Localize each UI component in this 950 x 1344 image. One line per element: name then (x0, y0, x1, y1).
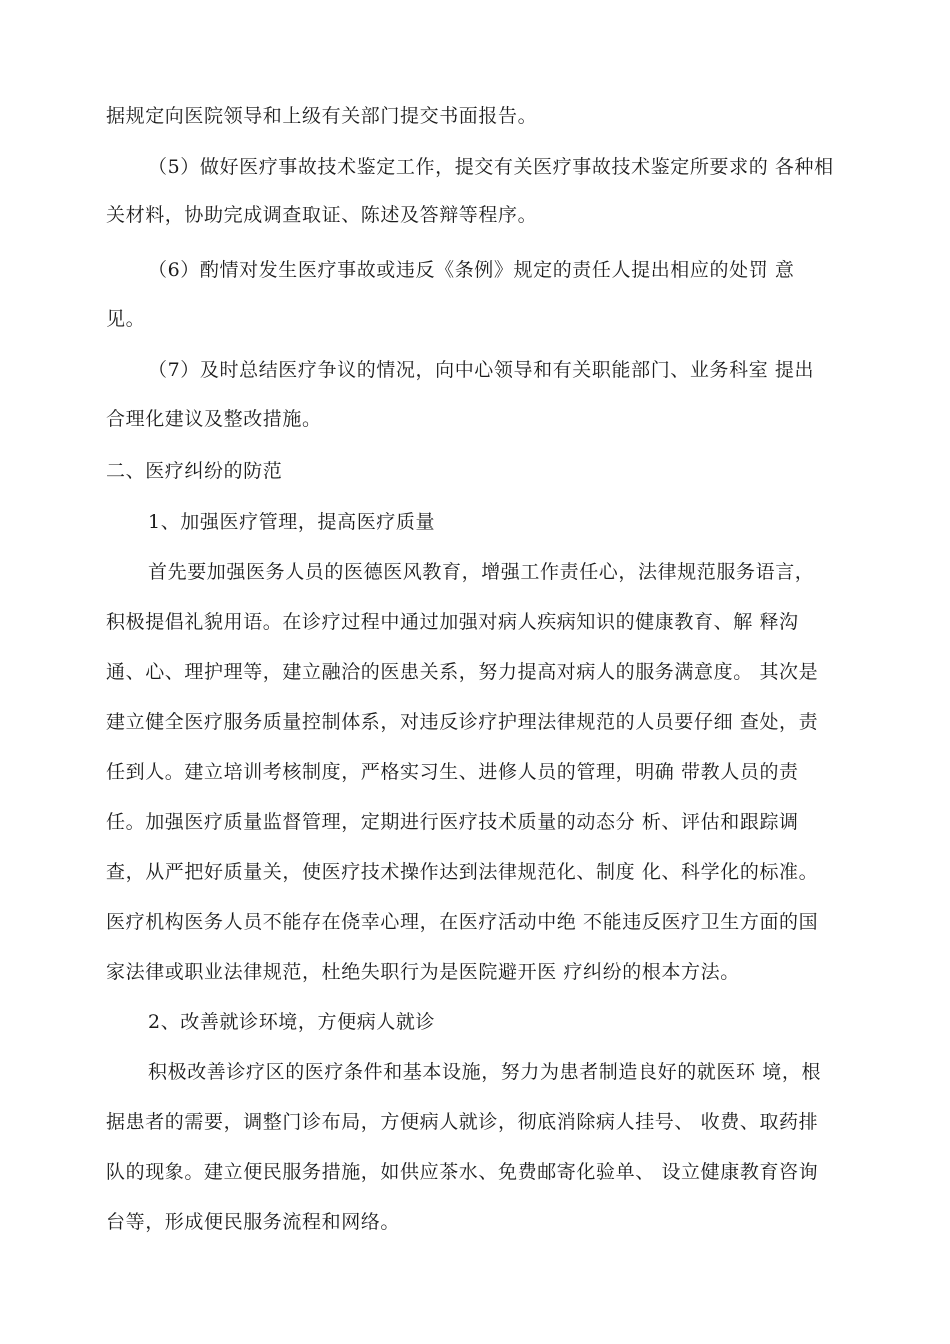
paragraph-line: 积极改善诊疗区的医疗条件和基本设施，努力为患者制造良好的就医环 境，根 (148, 1061, 822, 1083)
paragraph-line: 台等，形成便民服务流程和网络。 (106, 1211, 401, 1233)
paragraph-line: 据规定向医院领导和上级有关部门提交书面报告。 (106, 105, 538, 127)
paragraph-line: 关材料，协助完成调查取证、陈述及答辩等程序。 (106, 204, 538, 226)
paragraph-line: 任到人。建立培训考核制度，严格实习生、进修人员的管理，明确 带教人员的责 (106, 761, 799, 783)
section-heading: 二、医疗纠纷的防范 (106, 460, 283, 482)
paragraph-line: 据患者的需要，调整门诊布局，方便病人就诊，彻底消除病人挂号、 收费、取药排 (106, 1111, 819, 1133)
paragraph-line: 通、心、理护理等，建立融洽的医患关系，努力提高对病人的服务满意度。 其次是 (106, 661, 819, 683)
paragraph-line: 查，从严把好质量关，使医疗技术操作达到法律规范化、制度 化、科学化的标准。 (106, 861, 819, 883)
paragraph-line: （5）做好医疗事故技术鉴定工作，提交有关医疗事故技术鉴定所要求的 各种相 (148, 156, 834, 178)
paragraph-line: 队的现象。建立便民服务措施，如供应茶水、免费邮寄化验单、 设立健康教育咨询 (106, 1161, 819, 1183)
paragraph-line: 积极提倡礼貌用语。在诊疗过程中通过加强对病人疾病知识的健康教育、解 释沟 (106, 611, 799, 633)
paragraph-line: 见。 (106, 308, 146, 330)
paragraph-line: 任。加强医疗质量监督管理，定期进行医疗技术质量的动态分 析、评估和跟踪调 (106, 811, 799, 833)
paragraph-line: （7）及时总结医疗争议的情况，向中心领导和有关职能部门、业务科室 提出 (148, 359, 815, 381)
paragraph-line: 医疗机构医务人员不能存在侥幸心理，在医疗活动中绝 不能违反医疗卫生方面的国 (106, 911, 819, 933)
paragraph-line: 合理化建议及整改措施。 (106, 408, 322, 430)
subsection-heading: 2、改善就诊环境，方便病人就诊 (148, 1011, 436, 1033)
paragraph-line: 家法律或职业法律规范，杜绝失职行为是医院避开医 疗纠纷的根本方法。 (106, 961, 740, 983)
paragraph-line: 建立健全医疗服务质量控制体系，对违反诊疗护理法律规范的人员要仔细 查处，责 (106, 711, 819, 733)
paragraph-line: （6）酌情对发生医疗事故或违反《条例》规定的责任人提出相应的处罚 意 (148, 259, 795, 281)
subsection-heading: 1、加强医疗管理，提高医疗质量 (148, 511, 436, 533)
paragraph-line: 首先要加强医务人员的医德医风教育，增强工作责任心，法律规范服务语言， (148, 561, 815, 583)
